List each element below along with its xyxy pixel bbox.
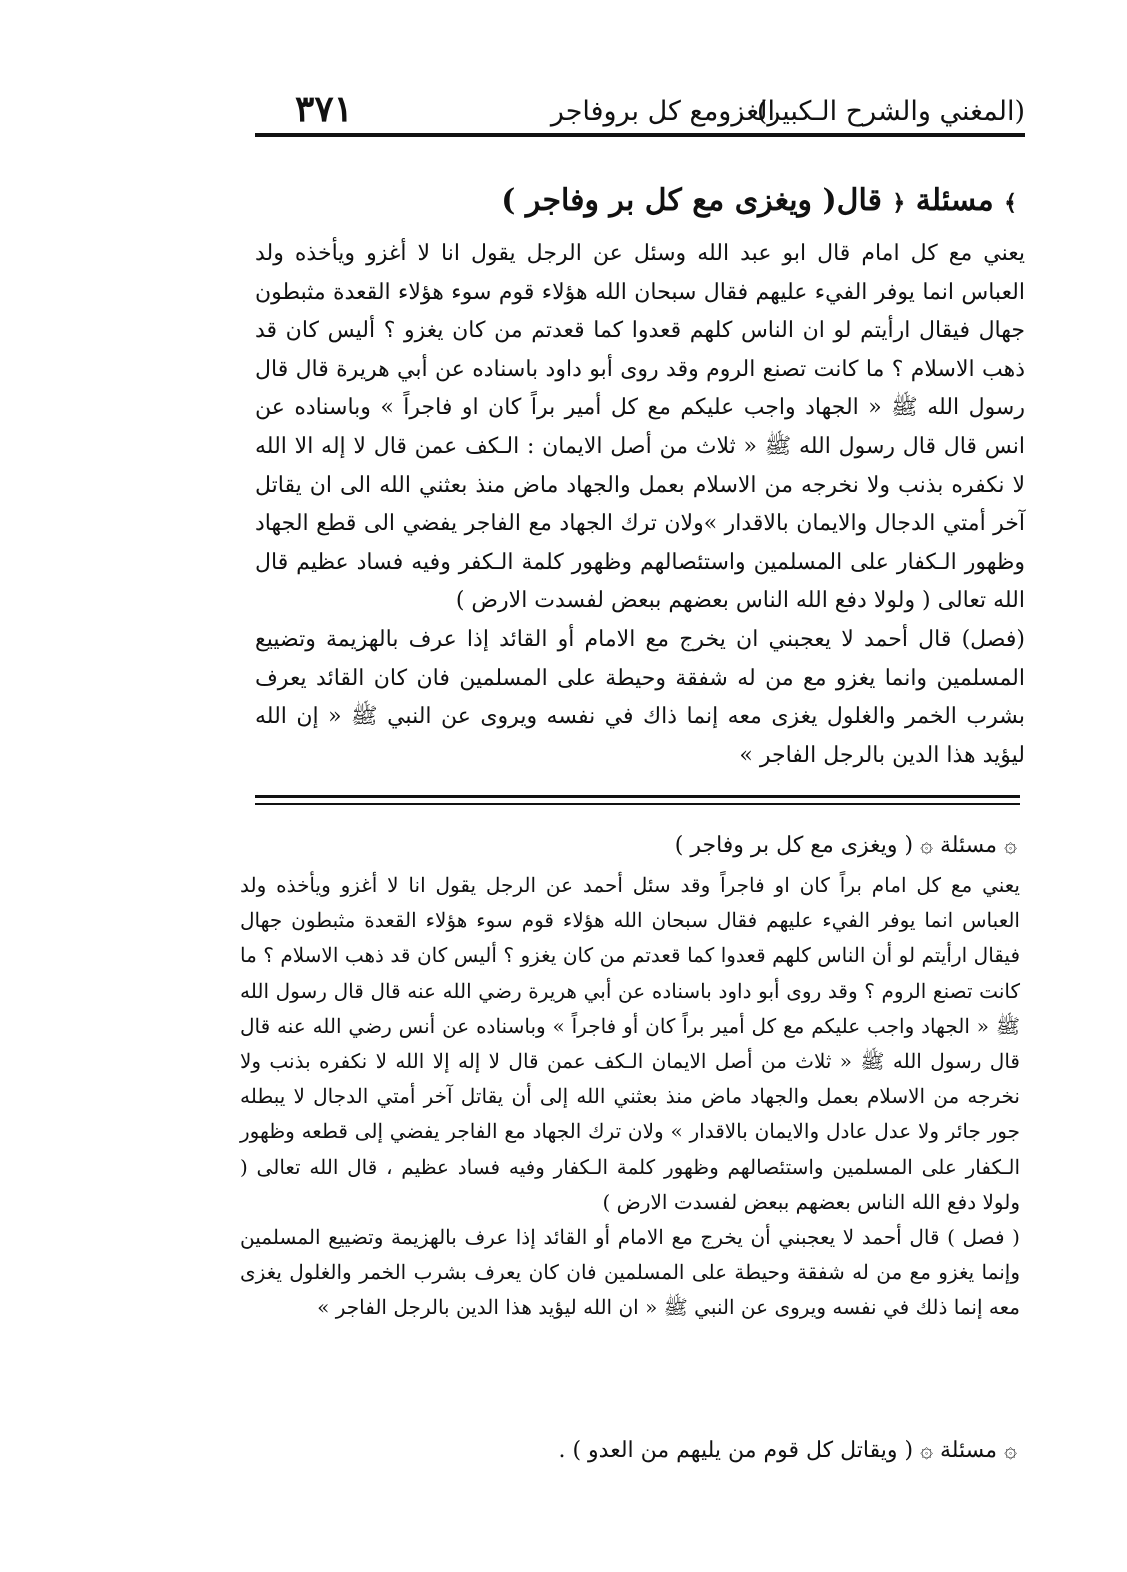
bottom-fasl: ( فصل ) قال أحمد لا يعجبني أن يخرج مع الامام أو القائد إذا عرف بالهزيمة وتضييع المسلمين وإنما يغزو مع من له شفقة وحيطة على المسلمين فان كان يعرف بشرب الخمر والغلول يغزى معه إنما ذلك في نفسه ويروى عن النبي ﷺ « ان الله ليؤيد هذا الدين بالرجل الفاجر » — [240, 1225, 1020, 1320]
bottom-issue-heading — [232, 833, 1017, 858]
issue-text: ( ويقاتل كل قوم من يليهم من العدو ) . — [558, 1438, 914, 1463]
ornament-star: ۞ — [920, 1438, 933, 1463]
ornament-right: ﴿ — [892, 190, 906, 216]
running-header — [255, 88, 1025, 132]
chapter-title: الغزومع كل بروفاجر — [550, 96, 775, 127]
ornament-star: ۞ — [920, 833, 933, 858]
issue-text: ( ويغزى مع كل بر وفاجر ) — [674, 833, 914, 858]
top-issue-heading — [232, 183, 1017, 218]
top-paragraph: يعني مع كل امام قال ابو عبد الله وسئل عن الرجل يقول انا لا أغزو ويأخذه ولد العباس انما يوفر الفيء عليهم فقال سبحان الله هؤلاء قوم سوء هؤلاء القعدة مثبطون جهال فيقال ارأيتم لو ان الناس كلهم قعدوا كما قعدتم من كان يغزو ؟ أليس كان قد ذهب الاسلام ؟ ما كانت تصنع الروم وقد روى أبو داود باسناده عن أبي هريرة قال قال رسول الله ﷺ « الجهاد واجب عليكم مع كل أمير براً كان او فاجراً » وباسناده عن انس قال قال رسول الله ﷺ « ثلاث من أصل الايمان : الـكف عمن قال لا إله الا الله لا نكفره بذنب ولا نخرجه من الاسلام بعمل والجهاد ماض منذ بعثني الله الى ان يقاتل آخر أمتي الدجال والايمان بالاقدار »ولان ترك الجهاد مع الفاجر يفضي الى قطع الجهاد وظهور الـكفار على المسلمين واستئصالهم وظهور كلمة الـكفر وفيه فساد عظيم قال الله تعالى ( ولولا دفع الله الناس بعضهم ببعض لفسدت الارض ) — [255, 241, 1025, 614]
next-issue — [232, 1438, 1017, 1463]
page-number: ٣٧١ — [295, 88, 354, 130]
issue-label: مسئلة — [939, 1438, 998, 1463]
top-body — [255, 235, 1025, 775]
bottom-paragraph: يعني مع كل امام براً كان او فاجراً وقد سئل أحمد عن الرجل يقول انا لا أغزو ويأخذه ولد العباس انما يوفر الفيء عليهم فقال سبحان الله هؤلاء قوم سوء هؤلاء القعدة مثبطون جهال فيقال ارأيتم لو أن الناس كلهم قعدوا كما قعدتم من كان يغزو ؟ أليس كان قد ذهب الاسلام ؟ ما كانت تصنع الروم ؟ وقد روى أبو داود باسناده عن أبي هريرة رضي الله عنه قال قال رسول الله ﷺ « الجهاد واجب عليكم مع كل أمير براً كان أو فاجراً » وباسناده عن أنس رضي الله عنه قال قال رسول الله ﷺ « ثلاث من أصل الايمان الـكف عمن قال لا إله إلا الله لا نكفره بذنب ولا نخرجه من الاسلام بعمل والجهاد ماض منذ بعثني الله إلى أن يقاتل آخر أمتي الدجال لا يبطله جور جائر ولا عدل عادل والايمان بالاقدار » ولان ترك الجهاد مع الفاجر يفضي إلى قطعه وظهور الـكفار على المسلمين واستئصالهم وظهور كلمة الـكفار وفيه فساد عظيم ، قال الله تعالى ( ولولا دفع الله الناس بعضهم ببعض لفسدت الارض ) — [240, 873, 1021, 1214]
section-divider — [255, 795, 1020, 798]
ornament-left: ﴾ — [1004, 190, 1017, 216]
issue-label: مسئلة — [915, 183, 994, 218]
issue-text: قال( ويغزى مع كل بر وفاجر ) — [501, 183, 882, 218]
header-rule — [255, 133, 1025, 137]
ornament-star: ۞ — [1004, 1438, 1017, 1463]
bottom-body — [240, 868, 1020, 1326]
issue-label: مسئلة — [939, 833, 998, 858]
ornament-star: ۞ — [1004, 833, 1017, 858]
top-fasl: (فصل) قال أحمد لا يعجبني ان يخرج مع الامام أو القائد إذا عرف بالهزيمة وتضييع المسلمين وانما يغزو مع من له شفقة وحيطة على المسلمين فان كان القائد يعرف بشرب الخمر والغلول يغزى معه إنما ذاك في نفسه ويروى عن النبي ﷺ « إن الله ليؤيد هذا الدين بالرجل الفاجر » — [255, 626, 1025, 768]
section-divider-thin — [255, 803, 1020, 805]
book-title: (المغني والشرح الـكبير) — [756, 96, 1025, 127]
